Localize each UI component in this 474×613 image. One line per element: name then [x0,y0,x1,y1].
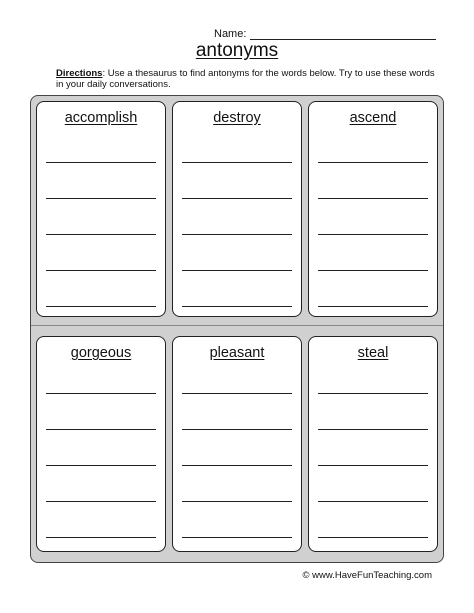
answer-line[interactable] [182,393,292,394]
answer-line[interactable] [46,501,156,502]
answer-line[interactable] [46,465,156,466]
answer-line[interactable] [46,270,156,271]
answer-line[interactable] [182,270,292,271]
word-label: steal [357,345,389,361]
row-divider [31,325,443,326]
page-title: antonyms [195,40,279,61]
answer-line[interactable] [182,162,292,163]
word-card-pleasant [172,336,302,552]
word-card-accomplish [36,101,166,317]
answer-line[interactable] [46,162,156,163]
answer-line[interactable] [182,429,292,430]
answer-line[interactable] [182,234,292,235]
word-card-gorgeous [36,336,166,552]
answer-line[interactable] [182,198,292,199]
answer-line[interactable] [182,465,292,466]
answer-line[interactable] [318,198,428,199]
answer-line[interactable] [318,162,428,163]
answer-line[interactable] [182,501,292,502]
name-row [214,28,436,40]
word-card-destroy [172,101,302,317]
answer-line[interactable] [46,306,156,307]
answer-line[interactable] [318,501,428,502]
word-label: pleasant [209,345,265,361]
word-card-steal [308,336,438,552]
word-label: destroy [213,110,261,126]
answer-line[interactable] [318,537,428,538]
answer-line[interactable] [46,198,156,199]
word-label: accomplish [64,110,138,126]
name-field[interactable] [250,29,436,40]
word-label: ascend [349,110,397,126]
answer-line[interactable] [46,393,156,394]
word-label: gorgeous [70,345,132,361]
answer-line[interactable] [318,270,428,271]
directions [56,68,436,90]
word-card-ascend [308,101,438,317]
answer-line[interactable] [182,306,292,307]
answer-line[interactable] [46,537,156,538]
answer-line[interactable] [318,429,428,430]
name-label: Name: [214,28,247,40]
worksheet-panel [30,95,444,563]
answer-line[interactable] [318,393,428,394]
answer-line[interactable] [318,234,428,235]
answer-line[interactable] [46,234,156,235]
copyright-footer: © www.HaveFunTeaching.com [302,570,432,581]
directions-text: : Use a thesaurus to find antonyms for the words below. Try to use these words in your daily conversations. [56,68,435,90]
answer-line[interactable] [318,306,428,307]
answer-line[interactable] [46,429,156,430]
answer-line[interactable] [182,537,292,538]
answer-line[interactable] [318,465,428,466]
directions-label: Directions [56,68,103,79]
